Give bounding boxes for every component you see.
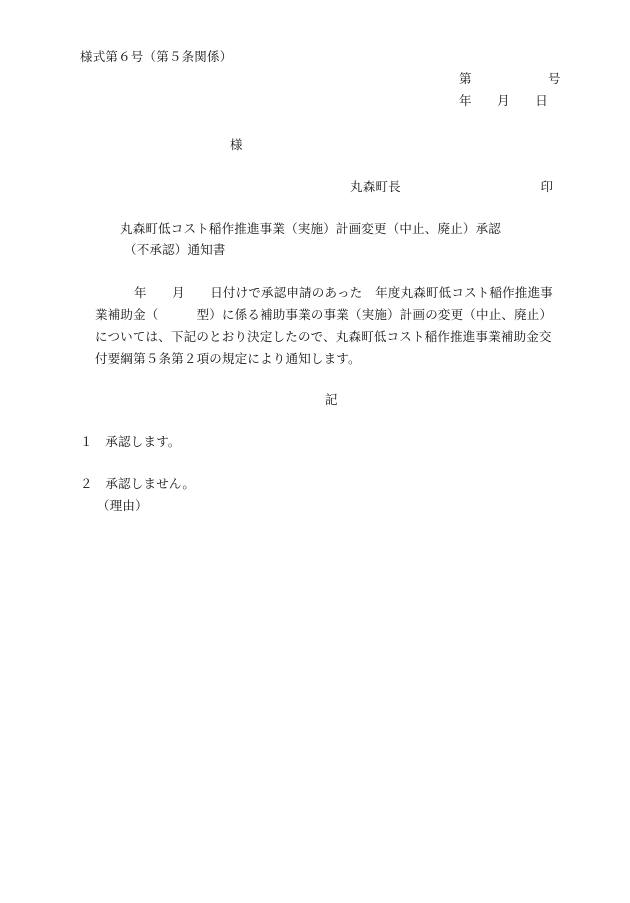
reason-label: （理由） [97, 498, 148, 513]
body-line-3: については、下記のとおり決定したので、丸森町低コスト稲作推進事業補助金交 [95, 329, 552, 344]
body-line-4: 付要綱第５条第２項の規定により通知します。 [95, 351, 361, 366]
document-number: 第 号 [459, 71, 561, 86]
body-line-1: 年 月 日付けで承認申請のあった 年度丸森町低コスト稲作推進事 [134, 285, 553, 300]
body-line-2: 業補助金（ 型）に係る補助事業の事業（実施）計画の変更（中止、廃止） [95, 307, 553, 322]
ki-heading: 記 [325, 392, 338, 407]
addressee: 様 [230, 137, 243, 152]
item-approve: １ 承認します。 [80, 434, 181, 449]
item-disapprove: ２ 承認しません。 [80, 476, 196, 491]
document-title-line-2: （不承認）通知書 [124, 242, 226, 257]
document-date: 年 月 日 [459, 93, 548, 108]
form-number: 様式第６号（第５条関係） [80, 49, 233, 64]
document-title-line-1: 丸森町低コスト稲作推進事業（実施）計画変更（中止、廃止）承認 [120, 221, 502, 236]
sender-signature: 丸森町長 印 [350, 179, 554, 194]
